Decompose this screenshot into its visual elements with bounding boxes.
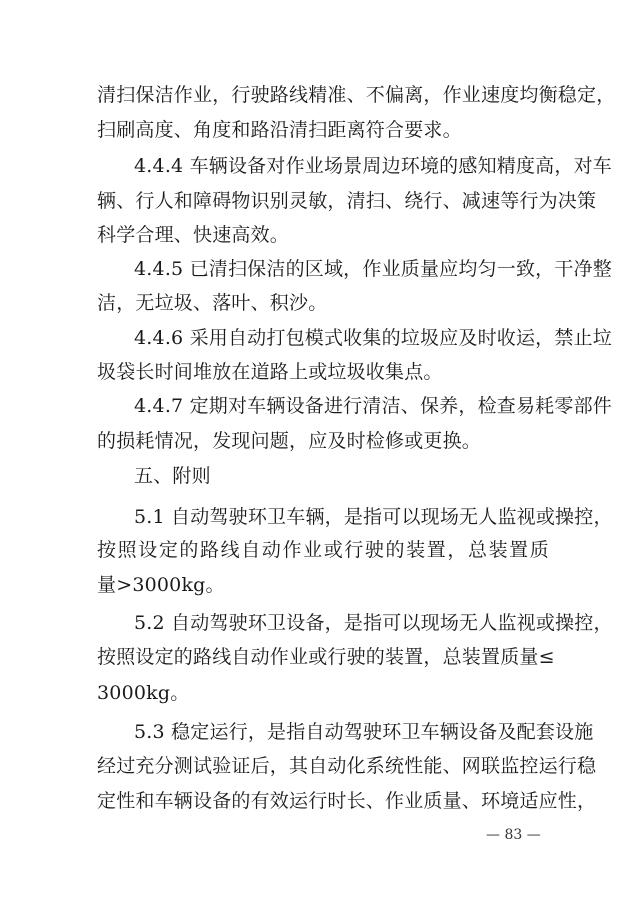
paragraph-line: 圾袋长时间堆放在道路上或垃圾收集点。 (97, 361, 443, 383)
paragraph-line: 经过充分测试验证后，其自动化系统性能、网联监控运行稳 (97, 755, 597, 777)
paragraph-line: 辆、行人和障碍物识别灵敏，清扫、绕行、减速等行为决策 (97, 190, 597, 212)
paragraph-line: 4.4.6 采用自动打包模式收集的垃圾应及时收运，禁止垃 (134, 327, 612, 349)
paragraph-line: 4.4.5 已清扫保洁的区域，作业质量应均匀一致，干净整 (134, 258, 612, 280)
paragraph-line: 3000kg。 (97, 682, 190, 704)
paragraph-line: 5.2 自动驾驶环卫设备，是指可以现场无人监视或操控， (134, 612, 613, 634)
paragraph-line: 科学合理、快速高效。 (97, 224, 290, 246)
section-heading: 五、附则 (134, 465, 211, 487)
paragraph-line: 按照设定的路线自动作业或行驶的装置，总装置质 (97, 539, 549, 561)
paragraph-line: 洁，无垃圾、落叶、积沙。 (97, 292, 328, 314)
paragraph-line: 4.4.7 定期对车辆设备进行清洁、保养，检查易耗零部件 (134, 395, 612, 417)
paragraph-line: 按照设定的路线自动作业或行驶的装置，总装置质量≤ (97, 646, 555, 668)
paragraph-line: 扫刷高度、角度和路沿清扫距离符合要求。 (97, 119, 462, 141)
paragraph-line: 的损耗情况，发现问题，应及时检修或更换。 (97, 430, 482, 452)
paragraph-line: 4.4.4 车辆设备对作业场景周边环境的感知精度高，对车 (134, 155, 612, 177)
paragraph-line: 清扫保洁作业，行驶路线精准、不偏离，作业速度均衡稳定， (97, 84, 616, 106)
paragraph-line: 5.3 稳定运行，是指自动驾驶环卫车辆设备及配套设施 (134, 721, 594, 743)
paragraph-line: 5.1 自动驾驶环卫车辆，是指可以现场无人监视或操控， (134, 506, 613, 528)
page-number: — 83 — (486, 827, 541, 843)
paragraph-line: 量>3000kg。 (97, 574, 225, 596)
paragraph-line: 定性和车辆设备的有效运行时长、作业质量、环境适应性， (97, 790, 597, 812)
